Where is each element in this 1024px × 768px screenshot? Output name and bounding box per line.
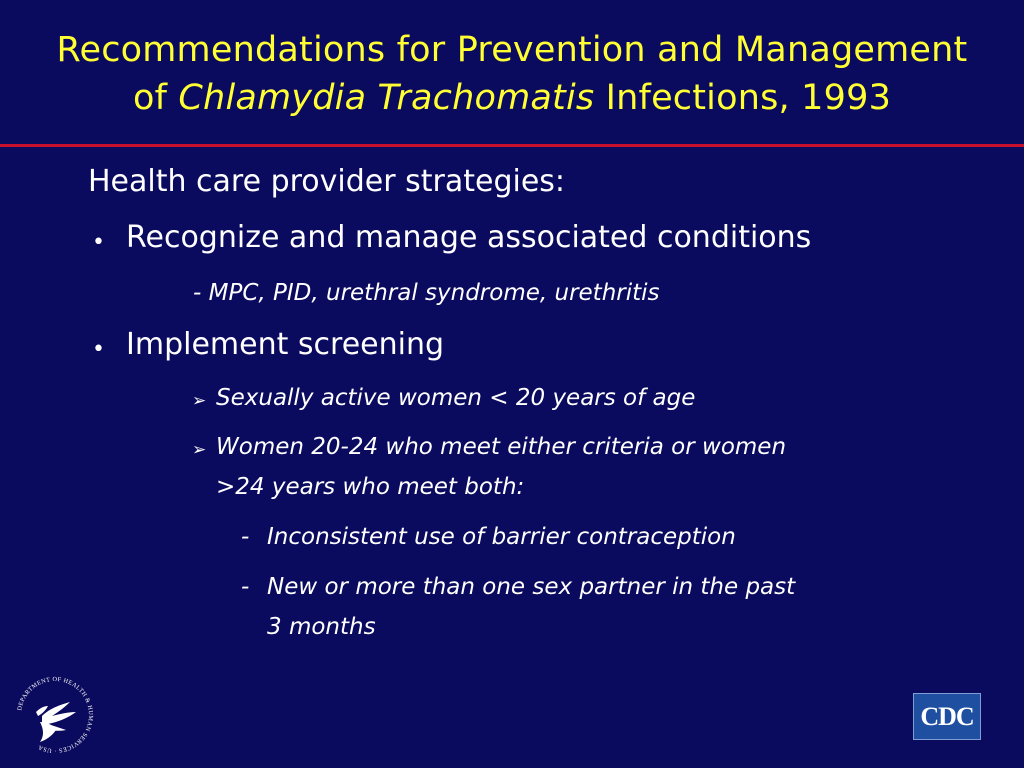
cdc-logo: CDC xyxy=(913,693,981,740)
strategies-heading: Health care provider strategies: xyxy=(88,164,566,199)
criterion-new-sex-partner-line-1: New or more than one sex partner in the past xyxy=(267,574,796,600)
criterion-barrier-contraception: Inconsistent use of barrier contraception xyxy=(267,524,736,550)
screening-women-under-20: Sexually active women < 20 years of age xyxy=(216,385,696,411)
hhs-seal-logo xyxy=(12,672,98,758)
title-divider xyxy=(0,144,1024,147)
bullet-marker: • xyxy=(92,337,105,362)
screening-women-20-24-line-2: >24 years who meet both: xyxy=(216,474,525,500)
svg-text:DEPARTMENT OF HEALTH & HUMAN S: DEPARTMENT OF HEALTH & HUMAN SERVICES · USA xyxy=(16,675,95,755)
dash-marker: - xyxy=(241,524,250,550)
title-line-2-suffix: Infections, 1993 xyxy=(594,78,892,118)
arrow-marker: ➢ xyxy=(192,440,207,460)
title-organism-name: Chlamydia Trachomatis xyxy=(178,78,595,118)
bullet-recognize-conditions: Recognize and manage associated conditions xyxy=(126,220,812,255)
bullet-implement-screening: Implement screening xyxy=(126,327,445,362)
title-line-1: Recommendations for Prevention and Management xyxy=(56,30,968,70)
dash-marker: - xyxy=(241,574,250,600)
associated-conditions-list: - MPC, PID, urethral syndrome, urethritis xyxy=(193,280,660,306)
bullet-marker: • xyxy=(92,230,105,255)
screening-women-20-24-line-1: Women 20-24 who meet either criteria or women xyxy=(216,434,787,460)
title-line-2 xyxy=(0,74,1024,122)
arrow-marker: ➢ xyxy=(192,391,207,411)
criterion-new-sex-partner-line-2: 3 months xyxy=(267,614,376,640)
slide-title xyxy=(0,26,1024,122)
title-line-2-prefix: of xyxy=(132,78,179,118)
